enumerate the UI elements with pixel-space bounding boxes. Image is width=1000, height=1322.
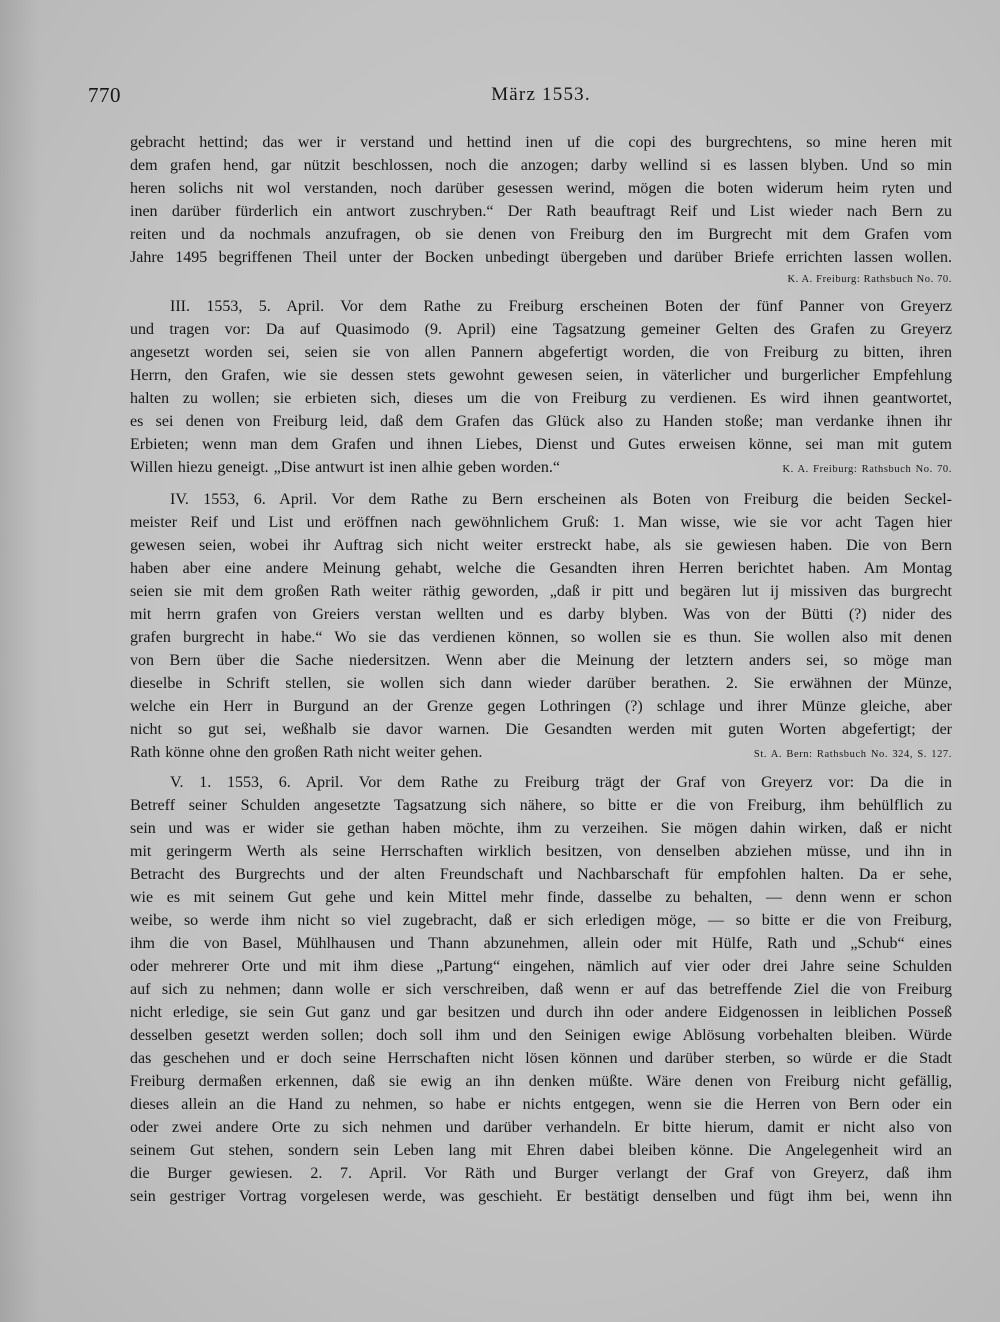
line-text: Willen hiezu geneigt. „Dise antwurt ist inen alhie geben worden.“: [130, 459, 560, 476]
text-line: und tragen vor: Da auf Quasimodo (9. April) eine Tagsatzung gemeiner Gelten des Grafen zu Greyerz: [130, 321, 952, 338]
text-line: desselben gesetzt werden sollen; doch soll ihm und den Seinigen ewige Ablösung vorbehalten bleiben. Würde: [130, 1027, 952, 1044]
text-line: dem grafen hend, gar nützit beschlossen, noch die anzogen; darby wellind si es lassen blyben. Und so min: [130, 157, 952, 174]
text-line: IV. 1553, 6. April. Vor dem Rathe zu Bern erscheinen als Boten von Freiburg die beiden Seckel-: [170, 491, 952, 508]
text-line: mit geringerm Werth als seine Herrschaften wirklich besitzen, von denselben abziehen müsse, und ihn in: [130, 843, 952, 860]
text-line: oder zwei andere Orte zu sich nehmen und darüber verhandeln. Er bitte hierum, damit er nicht also von: [130, 1119, 952, 1136]
text-line: grafen burgrecht in habe.“ Wo sie das verdienen können, so wollen sie es thun. Sie wollen also mit denen: [130, 629, 952, 646]
text-line: sein und was er wider sie gethan haben möchte, ihm zu verzeihen. Sie mögen dahin wirken, daß er nicht: [130, 820, 952, 837]
text-line: nicht so gut sei, weßhalb sie davor warnen. Die Gesandten werden mit guten Worten abgefertigt; der: [130, 721, 952, 738]
text-line: von Bern über die Sache niedersitzen. Wenn aber die Meinung der letztern anders sei, so möge man: [130, 652, 952, 669]
text-line: das geschehen und er doch seine Herrschaften nicht lösen können und darüber sterben, so würde er die Stadt: [130, 1050, 952, 1067]
page-number: 770: [88, 83, 121, 107]
text-line: heren solichs nit wol verstanden, noch darüber gesessen werind, mögen die boten widerum heim ryten und: [130, 180, 952, 197]
text-line: seien sie mit dem großen Rath weiter räthig geworden, „daß ir pitt und begären lut ij missiven das burgrecht: [130, 583, 952, 600]
text-line: weibe, so werde ihm nicht so viel zugebracht, daß er sich erledigen möge, — so bitte er die von Freiburg,: [130, 912, 952, 929]
entry-iii: [130, 295, 952, 479]
text-line: meister Reif und List und eröffnen nach gewöhnlichem Gruß: 1. Man wisse, wie sie vor acht Tagen hier: [130, 514, 952, 531]
text-line: Betracht des Burgrechts und der alten Freundschaft und Nachbarschaft für empfohlen halten. Da er sehe,: [130, 866, 952, 883]
text-line: wie es mit seinem Gut gehe und kein Mittel mehr finde, dasselbe zu behalten, — denn wenn er schon: [130, 889, 952, 906]
text-body: [130, 131, 952, 1208]
text-line: nicht erledige, sie sein Gut ganz und gar besitzen und durch ihn oder andere Eidgenossen in leiblichen Posseß: [130, 1004, 952, 1021]
text-line: V. 1. 1553, 6. April. Vor dem Rathe zu Freiburg trägt der Graf von Greyerz vor: Da die in: [170, 774, 952, 791]
text-line: Erbieten; wenn man dem Grafen und ihnen Liebes, Dienst und Gutes erweisen könne, sei man mit gutem: [130, 436, 952, 453]
text-line: die Burger gewiesen. 2. 7. April. Vor Räth und Burger verlangt der Graf von Greyerz, daß ihm: [130, 1165, 952, 1182]
text-line: gewesen seien, wobei ihr Auftrag sich nicht weiter erstreckt habe, als sie gewiesen haben. Die von Bern: [130, 537, 952, 554]
text-line: gebracht hettind; das wer ir verstand und hettind inen uf die copi des burgrechtens, so mine heren mit: [130, 134, 952, 151]
text-line: inen darüber fürderlich ein antwort zuschryben.“ Der Rath beauftragt Reif und List wieder nach Bern zu: [130, 203, 952, 220]
text-line: [130, 456, 952, 479]
text-line: auf sich zu nehmen; dann wolle er sich verschreiben, daß wenn er auf das betreffende Ziel die von Freiburg: [130, 981, 952, 998]
running-title: März 1553.: [491, 84, 591, 105]
continued-paragraph: [130, 131, 952, 290]
text-line: Betreff seiner Schulden angesetzte Tagsatzung sich nähere, so bitte er die von Freiburg, ihm behülflich zu: [130, 797, 952, 814]
text-line: dieselbe in Schrift stellen, sie wollen sich dann wieder darüber berathen. 2. Sie erwähnen der Münze,: [130, 675, 952, 692]
text-line: III. 1553, 5. April. Vor dem Rathe zu Freiburg erscheinen Boten der fünf Panner von Greyerz: [170, 298, 952, 315]
text-line: seinem Gut stehen, sondern sein Leben lang mit Ehren dabei bleiben könne. Die Angelegenheit wird an: [130, 1142, 952, 1159]
text-line: es sei denen von Freiburg leid, daß dem Grafen das Glück also zu Handen stoße; man verdanke ihnen ihr: [130, 413, 952, 430]
source-citation: K. A. Freiburg: Rathsbuch No. 70.: [787, 274, 952, 285]
text-line: sein gestriger Vortrag vorgelesen werde, was geschieht. Er bestätigt denselben und fügt ihm bei, wenn ihn: [130, 1188, 952, 1205]
text-line: reiten und da nochmals anzufragen, ob sie denen von Freiburg den im Burgrecht mit dem Grafen vom: [130, 226, 952, 243]
text-line: Freiburg dermaßen erkennen, daß sie ewig an ihn denken müßte. Wäre denen von Freiburg nicht gefällig,: [130, 1073, 952, 1090]
text-line: welche ein Herr in Burgund an der Grenze gegen Lothringen (?) schlage und ihrer Münze gleiche, aber: [130, 698, 952, 715]
text-line: angesetzt worden sei, seien sie von allen Pannern abgefertigt worden, die von Freiburg zu bitten, ihren: [130, 344, 952, 361]
entry-iv: [130, 488, 952, 764]
text-line: ihm die von Basel, Mühlhausen und Thann abzunehmen, allein oder mit Hülfe, Rath und „Schub“ eines: [130, 935, 952, 952]
text-line: dieses allein an die Hand zu nehmen, so habe er nichts entgegen, wenn sie die Herren von Bern oder ein: [130, 1096, 952, 1113]
text-line: haben aber eine andere Meinung gehabt, welche die Gesandten ihren Herren berichtet haben. Am Montag: [130, 560, 952, 577]
line-text: Rath könne ohne den großen Rath nicht weiter gehen.: [130, 744, 483, 761]
source-citation: St. A. Bern: Rathsbuch No. 324, S. 127.: [753, 749, 952, 760]
source-citation: K. A. Freiburg: Rathsbuch No. 70.: [782, 464, 952, 475]
text-line: Jahre 1495 begriffenen Theil unter der Bocken unbedingt übergeben und darüber Briefe errichten lassen wollen.: [130, 249, 952, 266]
text-line: halten zu wollen; sie erbieten sich, dieses um die von Freiburg zu verdienen. Es wird ihnen geantwortet,: [130, 390, 952, 407]
text-line: mit herrn grafen von Greiers verstan wellten und es darby blyben. Was von der Bütti (?) nider des: [130, 606, 952, 623]
text-line: oder mehrerer Orte und mit ihm diese „Partung“ eingehen, nämlich auf vier oder drei Jahre seine Schulden: [130, 958, 952, 975]
text-line: Herrn, den Grafen, wie sie dessen stets gewohnt gewesen seien, in väterlicher und burgerlicher Empfehlung: [130, 367, 952, 384]
text-line: [130, 741, 952, 764]
entry-v: [130, 771, 952, 1208]
